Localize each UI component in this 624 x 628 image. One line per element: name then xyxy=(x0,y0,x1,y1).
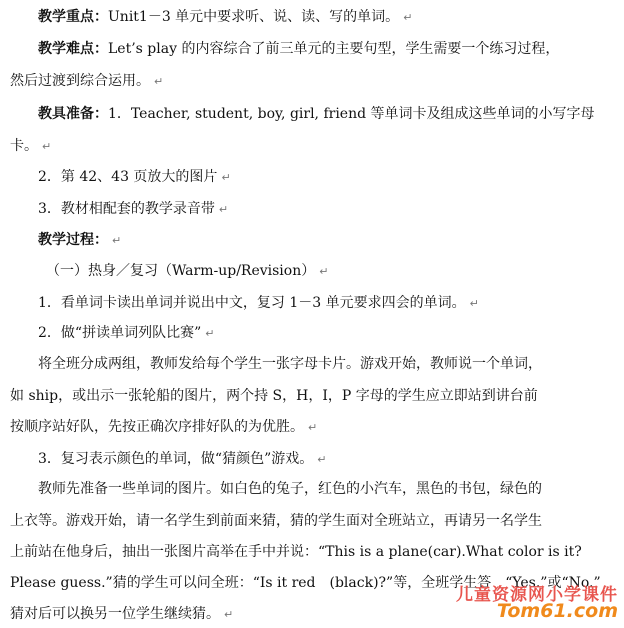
paragraph-mark-icon: ↵ xyxy=(308,421,318,434)
line-text: 如 ship，或出示一张轮船的图片，两个持 S，H，I，P 字母的学生应立即站到讲台前 xyxy=(10,388,538,404)
line-text: （一）热身／复习（Warm-up/Revision） xyxy=(46,263,316,279)
doc-line xyxy=(10,542,614,562)
doc-line xyxy=(38,39,614,59)
line-label: 教学重点： xyxy=(38,9,108,25)
paragraph-mark-icon: ↵ xyxy=(42,140,52,153)
line-label: 教学过程： xyxy=(38,232,108,248)
doc-line xyxy=(38,167,614,188)
line-text: 3．复习表示颜色的单词，做“猜颜色”游戏。 xyxy=(38,451,314,467)
doc-line xyxy=(38,354,614,374)
doc-line xyxy=(38,293,614,314)
line-text: 猜对后可以换另一位学生继续猜。 xyxy=(10,606,220,622)
doc-line xyxy=(38,479,614,499)
paragraph-mark-icon: ↵ xyxy=(319,265,329,278)
doc-line xyxy=(10,386,614,406)
paragraph-mark-icon: ↵ xyxy=(154,75,164,88)
line-text: 卡。 xyxy=(10,138,38,154)
paragraph-mark-icon: ↵ xyxy=(221,171,231,184)
site-watermark xyxy=(380,580,618,622)
doc-line xyxy=(38,230,614,251)
doc-line xyxy=(10,417,614,438)
line-text: 1．看单词卡读出单词并说出中文，复习 1－3 单元要求四会的单词。 xyxy=(38,295,466,311)
paragraph-mark-icon: ↵ xyxy=(403,11,413,24)
watermark-site-logo: Tom61.com xyxy=(496,600,618,622)
paragraph-mark-icon: ↵ xyxy=(469,297,479,310)
doc-line xyxy=(10,511,614,531)
line-text: 上前站在他身后，抽出一张图片高举在手中并说：“This is a plane(car).What color is it? xyxy=(10,544,582,560)
paragraph-mark-icon: ↵ xyxy=(218,203,229,216)
doc-line xyxy=(38,104,614,124)
line-label: 教学难点： xyxy=(38,41,108,57)
paragraph-mark-icon: ↵ xyxy=(205,327,215,340)
doc-line xyxy=(38,449,614,470)
doc-line xyxy=(38,7,614,28)
paragraph-mark-icon: ↵ xyxy=(112,234,122,247)
line-text: 2．做“拼读单词列队比赛” xyxy=(38,325,202,341)
line-text: 将全班分成两组，教师发给每个学生一张字母卡片。游戏开始，教师说一个单词， xyxy=(38,356,542,372)
line-text: 3．教材相配套的教学录音带 xyxy=(38,201,215,217)
line-text: Let’s play 的内容综合了前三单元的主要句型，学生需要一个练习过程， xyxy=(108,41,560,57)
doc-line xyxy=(10,71,614,92)
doc-line xyxy=(10,136,614,157)
line-text: 教师先准备一些单词的图片。如白色的兔子，红色的小汽车，黑色的书包，绿色的 xyxy=(38,481,542,497)
line-text: 2．第 42、43 页放大的图片 xyxy=(38,169,218,185)
line-text: 上衣等。游戏开始，请一名学生到前面来猜，猜的学生面对全班站立，再请另一名学生 xyxy=(10,513,542,529)
line-text: Please guess.”猜的学生可以问全班：“Is it red (black)?”等，全班学生答 “Yes.”或“No.” xyxy=(10,575,601,591)
paragraph-mark-icon: ↵ xyxy=(224,608,234,621)
line-label: 教具准备： xyxy=(38,106,108,122)
doc-line xyxy=(38,323,614,344)
line-text: 1．Teacher, student, boy, girl, friend 等单词卡及组成这些单词的小写字母 xyxy=(108,106,595,122)
line-text: 然后过渡到综合运用。 xyxy=(10,73,150,89)
line-text: 按顺序站好队，先按正确次序排好队的为优胜。 xyxy=(10,419,304,435)
watermark-title: 儿童资源网小学课件 xyxy=(456,585,618,605)
paragraph-mark-icon: ↵ xyxy=(317,453,327,466)
line-text: Unit1－3 单元中要求听、说、读、写的单词。 xyxy=(108,9,400,25)
doc-line xyxy=(38,199,614,220)
doc-line xyxy=(46,261,614,282)
